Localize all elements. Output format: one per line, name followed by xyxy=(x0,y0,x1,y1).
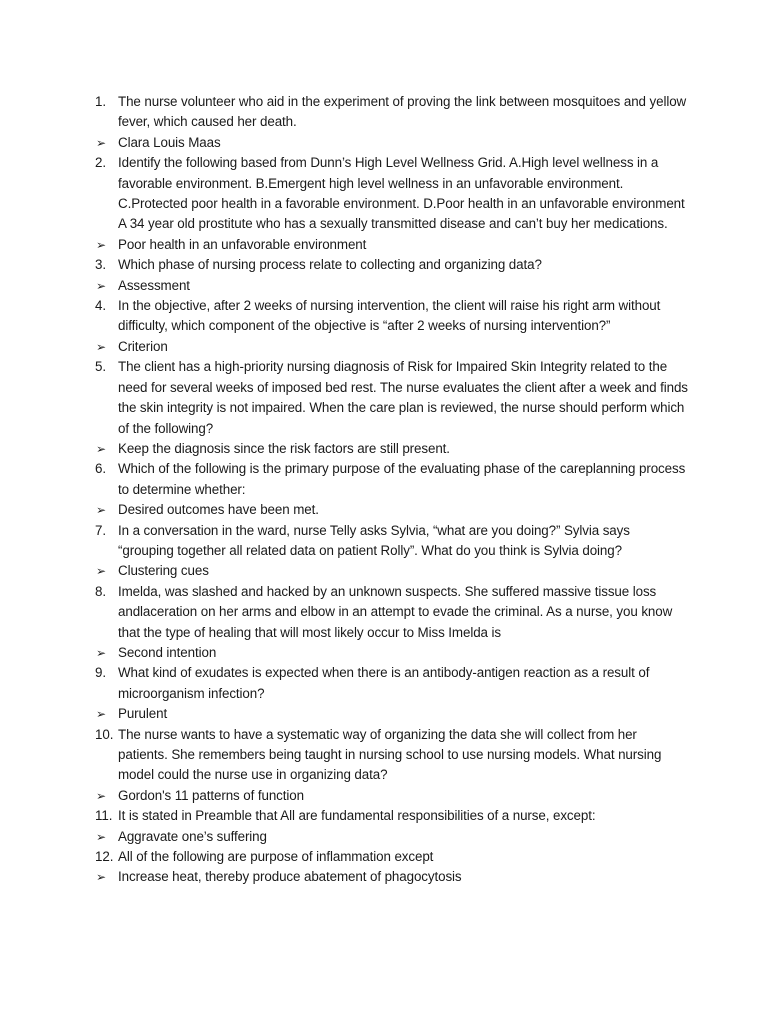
question-item xyxy=(88,92,688,133)
answer-text: Desired outcomes have been met. xyxy=(118,502,319,518)
arrow-bullet-icon: ➢ xyxy=(96,441,106,456)
answer-item xyxy=(88,337,688,357)
question-number: 1. xyxy=(95,94,106,109)
answer-item xyxy=(88,235,688,255)
question-text: The nurse wants to have a systematic way of organizing the data she will collect from her patients. She remembers being taught in nursing school to use nursing models. What nursing model could the nurse use in organizing data? xyxy=(118,726,662,783)
arrow-bullet-icon: ➢ xyxy=(96,503,106,518)
answer-text: Aggravate one’s suffering xyxy=(118,828,267,844)
arrow-bullet-icon: ➢ xyxy=(96,707,106,722)
question-text: In a conversation in the ward, nurse Telly asks Sylvia, “what are you doing?” Sylvia says “grouping together all related data on patient Rolly”. What do you think is Sylvia doing? xyxy=(118,522,630,558)
question-text: Imelda, was slashed and hacked by an unknown suspects. She suffered massive tissue loss andlaceration on her arms and elbow in an attempt to evade the criminal. As a nurse, you know that the type of healing that will most likely occur to Miss Imelda is xyxy=(118,583,673,640)
question-number: 7. xyxy=(95,522,106,538)
arrow-bullet-icon: ➢ xyxy=(96,278,106,293)
arrow-bullet-icon: ➢ xyxy=(96,237,106,252)
question-item xyxy=(88,296,688,337)
answer-text: Gordon's 11 patterns of function xyxy=(118,787,304,803)
question-item xyxy=(88,725,688,786)
arrow-bullet-icon: ➢ xyxy=(96,829,106,844)
question-text: Which phase of nursing process relate to collecting and organizing data? xyxy=(118,257,542,273)
question-text: All of the following are purpose of inflammation except xyxy=(118,849,434,865)
question-number: 8. xyxy=(95,583,106,599)
question-item xyxy=(88,521,688,562)
question-text: Which of the following is the primary purpose of the evaluating phase of the careplanning process to determine whether: xyxy=(118,461,686,497)
question-number: 4. xyxy=(95,298,106,314)
answer-item xyxy=(88,276,688,296)
answer-text: Second intention xyxy=(118,644,217,660)
question-item xyxy=(88,847,688,867)
question-text: It is stated in Preamble that All are fundamental responsibilities of a nurse, except: xyxy=(118,808,596,824)
answer-text: Clustering cues xyxy=(118,563,209,579)
question-number: 10. xyxy=(95,726,114,742)
question-text: The nurse volunteer who aid in the experiment of proving the link between mosquitoes and yellow fever, which caused her death. xyxy=(118,94,687,130)
arrow-bullet-icon: ➢ xyxy=(96,870,106,885)
answer-text: Criterion xyxy=(118,338,168,354)
question-text: Identify the following based from Dunn’s High Level Wellness Grid. A.High level wellness in a favorable environment. B.Emergent high level wellness in an unfavorable environment. C.Protected poor health in a favorable environment. D.Poor health in an unfavorable environment A 34 year old prostitute who has a sexually transmitted disease and can’t buy her medications. xyxy=(118,155,685,232)
question-number: 3. xyxy=(95,257,106,273)
answer-text: Clara Louis Maas xyxy=(118,134,221,150)
arrow-bullet-icon: ➢ xyxy=(96,564,106,579)
question-item xyxy=(88,582,688,643)
question-item xyxy=(88,357,688,439)
question-text: In the objective, after 2 weeks of nursing intervention, the client will raise his right arm without difficulty, which component of the objective is “after 2 weeks of nursing intervention?” xyxy=(118,298,661,334)
question-item xyxy=(88,153,688,235)
question-text: What kind of exudates is expected when there is an antibody-antigen reaction as a result of microorganism infection? xyxy=(118,665,650,701)
question-list xyxy=(88,92,688,888)
answer-item xyxy=(88,500,688,520)
answer-item xyxy=(88,786,688,806)
answer-item xyxy=(88,439,688,459)
answer-text: Purulent xyxy=(118,706,168,722)
answer-text: Poor health in an unfavorable environment xyxy=(118,236,367,252)
answer-item xyxy=(88,867,688,887)
arrow-bullet-icon: ➢ xyxy=(96,135,106,150)
arrow-bullet-icon: ➢ xyxy=(96,788,106,803)
question-number: 9. xyxy=(95,665,106,681)
answer-text: Keep the diagnosis since the risk factors are still present. xyxy=(118,440,450,456)
answer-item xyxy=(88,827,688,847)
arrow-bullet-icon: ➢ xyxy=(96,339,106,354)
answer-item xyxy=(88,704,688,724)
answer-item xyxy=(88,643,688,663)
answer-text: Increase heat, thereby produce abatement of phagocytosis xyxy=(118,869,462,885)
answer-item xyxy=(88,561,688,581)
question-number: 2. xyxy=(95,155,106,171)
answer-text: Assessment xyxy=(118,277,190,293)
question-number: 11. xyxy=(95,808,113,824)
question-item xyxy=(88,255,688,275)
question-item xyxy=(88,663,688,704)
question-item xyxy=(88,806,688,826)
question-number: 6. xyxy=(95,461,106,477)
answer-item xyxy=(88,133,688,153)
arrow-bullet-icon: ➢ xyxy=(96,645,106,660)
question-number: 5. xyxy=(95,359,106,375)
question-item xyxy=(88,459,688,500)
question-text: The client has a high-priority nursing diagnosis of Risk for Impaired Skin Integrity related to the need for several weeks of imposed bed rest. The nurse evaluates the client after a week and finds the skin integrity is not impaired. When the care plan is reviewed, the nurse should perform which of the following? xyxy=(118,359,688,436)
question-number: 12. xyxy=(95,849,114,865)
